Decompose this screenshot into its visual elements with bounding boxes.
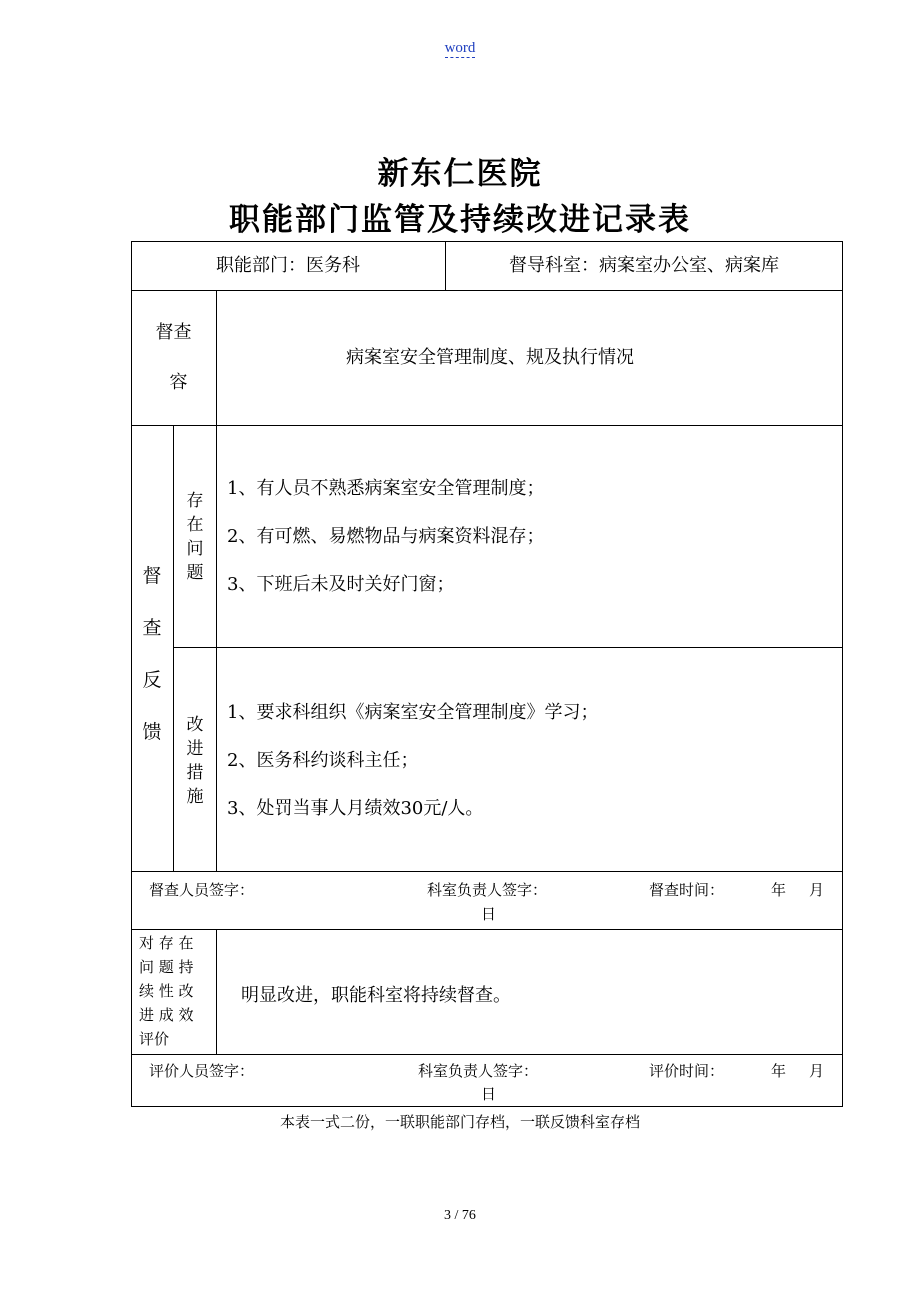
measures-label-char: 施 bbox=[186, 787, 204, 807]
measures-label-char: 改 bbox=[186, 715, 204, 735]
evaluation-day: 日 bbox=[481, 1085, 497, 1103]
problem-item: 2、有可燃、易燃物品与病案资料混存； bbox=[227, 526, 545, 547]
evaluator-signature-label: 评价人员签字： bbox=[149, 1062, 255, 1080]
eval-label-sep bbox=[216, 929, 217, 1055]
feedback-side-label bbox=[131, 561, 173, 769]
measures-label bbox=[174, 713, 216, 809]
measures-label-char: 进 bbox=[186, 739, 204, 759]
row-sep-4 bbox=[131, 871, 843, 872]
border-right bbox=[842, 241, 843, 1107]
row-sep-5 bbox=[131, 929, 843, 930]
content-label-line1: 督查 bbox=[155, 322, 192, 343]
row-sep-6 bbox=[131, 1054, 843, 1055]
evaluation-label-line: 问 题 持 bbox=[139, 958, 194, 976]
side-label-char: 查 bbox=[142, 617, 162, 639]
problem-item: 1、有人员不熟悉病案室安全管理制度； bbox=[227, 478, 545, 499]
measure-item: 3、处罚当事人月绩效30元/人。 bbox=[227, 798, 484, 819]
dept-cell: 职能部门：医务科 bbox=[216, 255, 360, 276]
evaluation-label bbox=[139, 931, 215, 1051]
measure-item: 1、要求科组织《病案室安全管理制度》学习； bbox=[227, 702, 599, 723]
evaluation-label-line: 续 性 改 bbox=[139, 982, 194, 1000]
inspection-time-label: 督查时间： bbox=[649, 881, 725, 899]
problem-item: 3、下班后未及时关好门窗； bbox=[227, 574, 455, 595]
problems-label bbox=[174, 489, 216, 585]
evaluation-time-label: 评价时间： bbox=[649, 1062, 725, 1080]
evaluation-label-line: 对 存 在 bbox=[139, 934, 194, 952]
evaluation-label-line: 评价 bbox=[139, 1030, 170, 1048]
evaluation-year: 年 bbox=[771, 1062, 787, 1080]
content-label-line2: 容 bbox=[169, 372, 188, 393]
dept-head-signature-label-2: 科室负责人签字： bbox=[418, 1062, 539, 1080]
side-label-char: 督 bbox=[142, 565, 162, 587]
side-label-char: 馈 bbox=[142, 721, 162, 743]
inspection-day: 日 bbox=[481, 905, 497, 923]
evaluation-text: 明显改进，职能科室将持续督查。 bbox=[241, 985, 511, 1006]
border-bottom bbox=[131, 1106, 843, 1107]
header-link-text[interactable]: word bbox=[444, 40, 476, 56]
inspection-year: 年 bbox=[771, 881, 787, 899]
page-number: 3 / 76 bbox=[444, 1208, 476, 1223]
problems-label-char: 存 bbox=[186, 491, 204, 511]
evaluation-month: 月 bbox=[809, 1062, 825, 1080]
problems-label-char: 在 bbox=[186, 515, 204, 535]
side-label-char: 反 bbox=[142, 669, 162, 691]
dept-head-signature-label: 科室负责人签字： bbox=[427, 881, 548, 899]
hospital-title: 新东仁医院 bbox=[377, 156, 543, 192]
problems-label-char: 问 bbox=[186, 539, 204, 559]
footer-note: 本表一式二份，一联职能部门存档，一联反馈科室存档 bbox=[279, 1113, 640, 1131]
problems-label-char: 题 bbox=[186, 563, 204, 583]
measure-item: 2、医务科约谈科主任； bbox=[227, 750, 419, 771]
row-sep-2 bbox=[131, 425, 843, 426]
supervised-dept-cell: 督导科室：病案室办公室、病案库 bbox=[509, 255, 779, 276]
form-title: 职能部门监管及持续改进记录表 bbox=[229, 202, 691, 238]
measures-label-char: 措 bbox=[186, 763, 204, 783]
content-text: 病案室安全管理制度、规及执行情况 bbox=[346, 347, 634, 368]
evaluation-label-line: 进 成 效 bbox=[139, 1006, 194, 1024]
row-sep-3 bbox=[173, 647, 843, 648]
border-top bbox=[131, 241, 843, 242]
header-link[interactable] bbox=[0, 40, 920, 57]
inspection-month: 月 bbox=[809, 881, 825, 899]
row-sep-1 bbox=[131, 290, 843, 291]
record-form-table bbox=[131, 241, 843, 1107]
inspector-signature-label: 督查人员签字： bbox=[149, 881, 255, 899]
